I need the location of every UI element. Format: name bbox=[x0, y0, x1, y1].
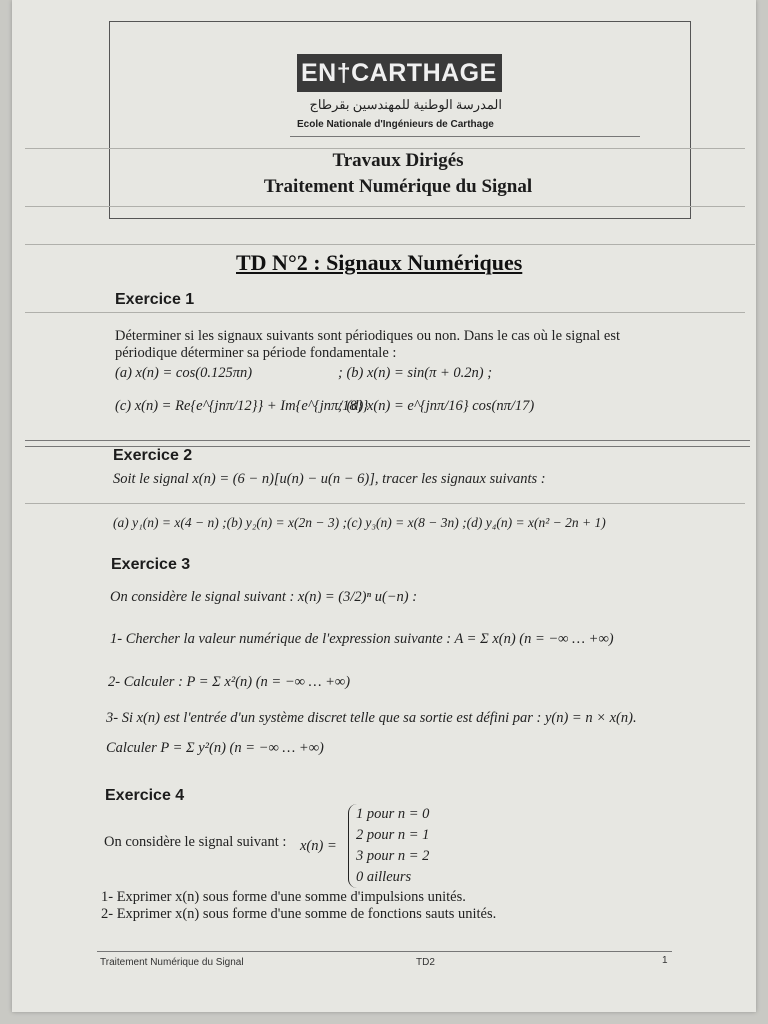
ruled-line bbox=[25, 312, 745, 313]
footer-divider bbox=[97, 951, 672, 952]
exercise-2-heading: Exercice 2 bbox=[113, 447, 193, 464]
footer-td-label: TD2 bbox=[416, 957, 435, 968]
exercise-1-intro-cont: périodique déterminer sa période fondamentale : bbox=[115, 345, 397, 361]
exercise-1-item-b: ; (b) x(n) = sin(π + 0.2n) ; bbox=[338, 365, 493, 381]
exercise-3-question-1: 1- Chercher la valeur numérique de l'expression suivante : A = Σ x(n) (n = −∞ … +∞) bbox=[110, 631, 614, 647]
page-title: TD N°2 : Signaux Numériques bbox=[236, 250, 523, 275]
exercise-4-heading: Exercice 4 bbox=[105, 787, 185, 804]
exercise-4-case: 0 ailleurs bbox=[356, 869, 412, 885]
exercise-3-question-3b: Calculer P = Σ y²(n) (n = −∞ … +∞) bbox=[106, 740, 324, 756]
exercise-2-statement: Soit le signal x(n) = (6 − n)[u(n) − u(n − 6)], tracer les signaux suivants : bbox=[113, 471, 546, 487]
exercise-1-heading: Exercice 1 bbox=[115, 291, 195, 308]
exercise-4-case: 3 pour n = 2 bbox=[356, 848, 430, 864]
ruled-line bbox=[25, 503, 745, 504]
exercise-4-question-2: 2- Exprimer x(n) sous forme d'une somme de fonctions sauts unités. bbox=[101, 906, 497, 922]
ruled-line bbox=[25, 244, 755, 245]
exercise-4-question-1: 1- Exprimer x(n) sous forme d'une somme d'impulsions unités. bbox=[101, 889, 466, 905]
school-logo: EN†CARTHAGE bbox=[297, 54, 502, 92]
exercise-1-item-d: ; (d) x(n) = e^{jnπ/16} cos(nπ/17) bbox=[338, 398, 535, 414]
school-arabic-name: المدرسة الوطنية للمهندسين بقرطاج bbox=[309, 97, 502, 112]
header-subtitle: Traitement Numérique du Signal bbox=[263, 176, 533, 197]
footer-course: Traitement Numérique du Signal bbox=[100, 957, 244, 968]
exercise-2-items: (a) y₁(n) = x(4 − n) ;(b) y₂(n) = x(2n − 3) ;(c) y₃(n) = x(8 − 3n) ;(d) y₄(n) = x(n² − 2n + 1) bbox=[113, 515, 606, 530]
exercise-4-lhs: x(n) = bbox=[300, 838, 337, 854]
ruled-line bbox=[25, 206, 745, 207]
footer-page-number: 1 bbox=[662, 955, 668, 966]
exercise-4-statement: On considère le signal suivant : bbox=[104, 834, 287, 850]
exercise-1-item-a: (a) x(n) = cos(0.125πn) bbox=[115, 365, 253, 381]
header-divider bbox=[290, 136, 640, 137]
exercise-3-question-2: 2- Calculer : P = Σ x²(n) (n = −∞ … +∞) bbox=[108, 674, 351, 690]
exercise-4-case: 2 pour n = 1 bbox=[356, 827, 430, 843]
exercise-3-question-3: 3- Si x(n) est l'entrée d'un système discret telle que sa sortie est défini par : y(n) = n × x(n). bbox=[106, 710, 637, 726]
section-divider bbox=[25, 440, 750, 441]
exercise-4-case: 1 pour n = 0 bbox=[356, 806, 430, 822]
school-name: Ecole Nationale d'Ingénieurs de Carthage bbox=[297, 119, 494, 130]
ruled-line bbox=[25, 148, 745, 149]
header-title: Travaux Dirigés bbox=[332, 150, 464, 171]
exercise-3-heading: Exercice 3 bbox=[111, 556, 191, 573]
exercise-1-item-c: (c) x(n) = Re{e^{jnπ/12}} + Im{e^{jnπ/18}} bbox=[115, 398, 369, 414]
exercise-3-statement: On considère le signal suivant : x(n) = (3/2)ⁿ u(−n) : bbox=[110, 589, 418, 605]
exercise-1-intro: Déterminer si les signaux suivants sont périodiques ou non. Dans le cas où le signal est bbox=[115, 328, 620, 344]
